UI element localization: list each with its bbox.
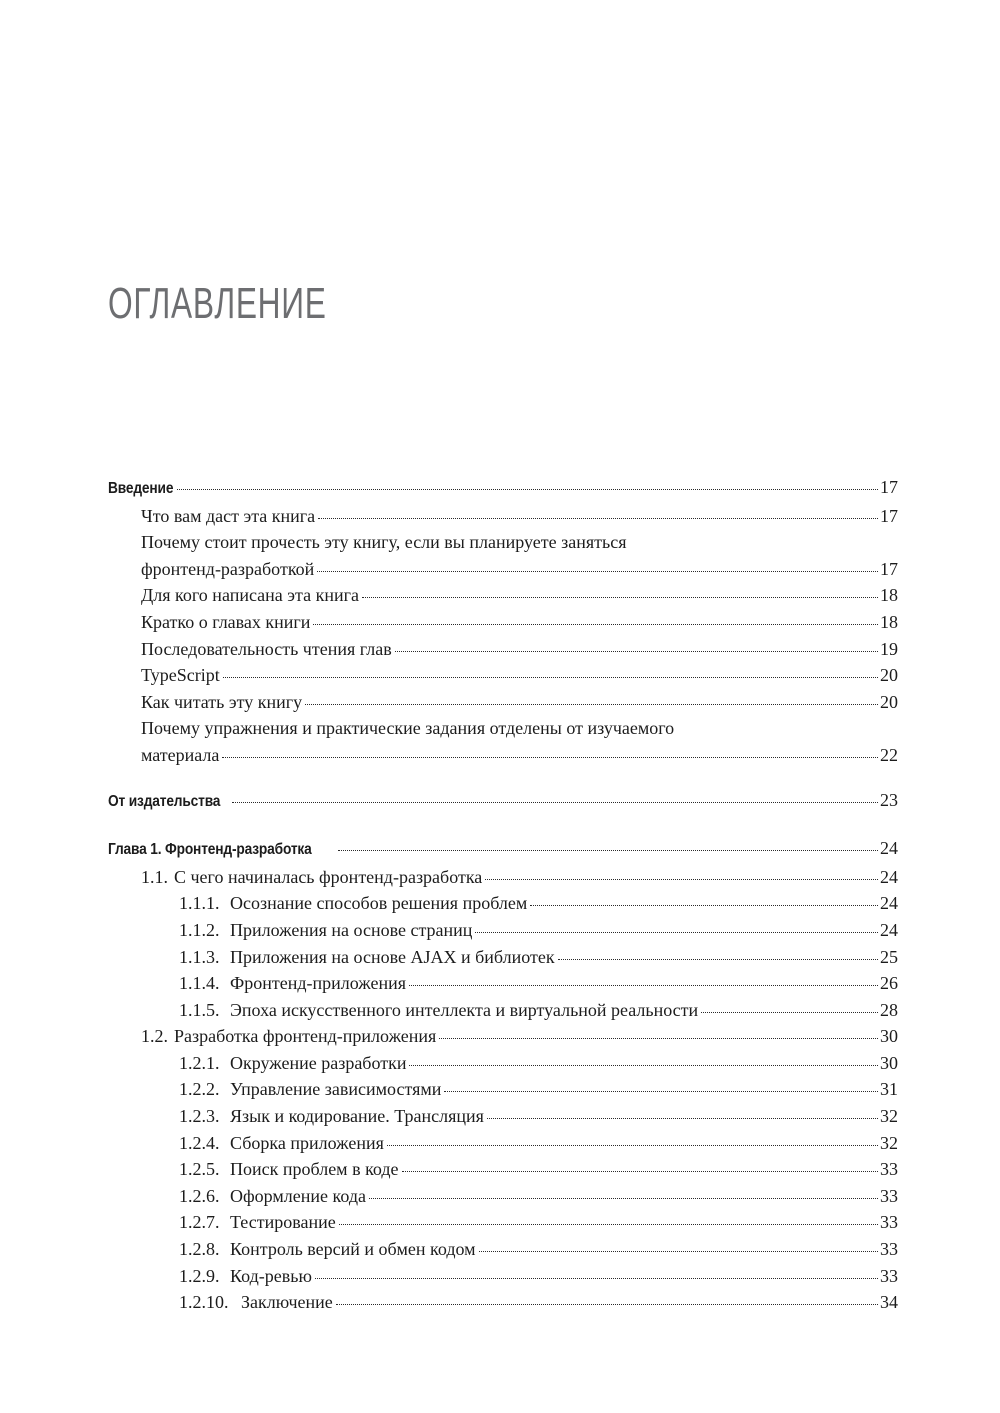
- toc-section-number: 1.2.10.: [179, 1292, 229, 1313]
- toc-entry-label: Сборка приложения: [230, 1132, 384, 1153]
- toc-entry-label: Тестирование: [230, 1212, 336, 1233]
- toc-page-number: 20: [880, 691, 898, 712]
- toc-section-number: 1.2.2.: [179, 1079, 220, 1100]
- toc-page-number: 23: [880, 789, 898, 810]
- toc-entry-label: Последовательность чтения глав: [141, 638, 392, 659]
- toc-entry-label: Приложения на основе страниц: [230, 919, 473, 940]
- toc-page-number: 25: [880, 946, 898, 967]
- dot-leader: [232, 802, 878, 803]
- toc-entry-label-continued: материала: [141, 744, 220, 765]
- toc-entry[interactable]: [108, 715, 898, 768]
- toc-page-number: 20: [880, 665, 898, 686]
- toc-section-number: 1.2.8.: [179, 1239, 220, 1260]
- toc-page-number: 18: [880, 611, 898, 632]
- dot-leader: [701, 1012, 878, 1013]
- toc-page-number: 33: [880, 1265, 898, 1286]
- toc-entry-label: Приложения на основе AJAX и библиотек: [230, 946, 555, 967]
- toc-entry-label: Эпоха искусственного интеллекта и виртуальной реальности: [230, 999, 699, 1020]
- dot-leader: [222, 757, 878, 758]
- toc-section-number: 1.1.1.: [179, 893, 220, 914]
- toc-section-number: 1.1.2.: [179, 919, 220, 940]
- toc-page-number: 30: [880, 1052, 898, 1073]
- toc-section-number: 1.2.: [141, 1026, 168, 1047]
- toc-subsection[interactable]: [108, 1076, 898, 1103]
- toc-entry-label: Оформление кода: [230, 1185, 366, 1206]
- toc-entry-label: Осознание способов решения проблем: [230, 893, 528, 914]
- toc-entry-label: Разработка фронтенд-приложения: [174, 1026, 437, 1047]
- toc-section-label: Введение: [108, 480, 174, 497]
- toc-subsection[interactable]: [108, 1209, 898, 1236]
- toc-entry-label: TypeScript: [141, 665, 220, 686]
- toc-section-number: 1.1.: [141, 866, 168, 887]
- toc-section-1-2[interactable]: [108, 1023, 898, 1050]
- toc-entry[interactable]: [108, 662, 898, 689]
- toc-section-publisher[interactable]: [108, 787, 898, 816]
- toc-section-number: 1.2.7.: [179, 1212, 220, 1233]
- toc-section-intro[interactable]: [108, 474, 898, 503]
- toc-entry-label: Кратко о главах книги: [141, 611, 311, 632]
- toc-page-number: 17: [880, 558, 898, 579]
- toc-subsection[interactable]: [108, 1130, 898, 1157]
- toc-subsection[interactable]: [108, 970, 898, 997]
- toc-page-number: 19: [880, 638, 898, 659]
- toc-entry-label: Заключение: [241, 1292, 333, 1313]
- dot-leader: [409, 1065, 878, 1066]
- dot-leader: [387, 1145, 878, 1146]
- dot-leader: [402, 1171, 878, 1172]
- toc-entry-label-continued: фронтенд-разработкой: [141, 558, 315, 579]
- toc-entry[interactable]: [108, 609, 898, 636]
- dot-leader: [362, 597, 878, 598]
- toc-entry-label: Для кого написана эта книга: [141, 585, 359, 606]
- toc-section-number: 1.2.6.: [179, 1185, 220, 1206]
- toc-entry[interactable]: [108, 689, 898, 716]
- toc-entry-label: Что вам даст эта книга: [141, 505, 316, 526]
- dot-leader: [338, 850, 878, 851]
- toc-page-number: 34: [880, 1292, 898, 1313]
- toc-section-number: 1.2.4.: [179, 1132, 220, 1153]
- toc-entry[interactable]: [108, 503, 898, 530]
- toc-page-number: 17: [880, 477, 898, 497]
- toc-entry-label: Фронтенд-приложения: [230, 973, 407, 994]
- toc-subsection[interactable]: [108, 1289, 898, 1316]
- dot-leader: [485, 879, 878, 880]
- toc-section-number: 1.2.1.: [179, 1052, 220, 1073]
- toc-subsection[interactable]: [108, 1103, 898, 1130]
- dot-leader: [313, 624, 878, 625]
- toc-entry[interactable]: [108, 529, 898, 582]
- toc-subsection[interactable]: [108, 1050, 898, 1077]
- toc-entry[interactable]: [108, 582, 898, 609]
- dot-leader: [305, 704, 878, 705]
- dot-leader: [177, 489, 878, 490]
- toc-entry-label: Контроль версий и обмен кодом: [230, 1239, 476, 1260]
- dot-leader: [369, 1198, 878, 1199]
- dot-leader: [558, 959, 878, 960]
- dot-leader: [479, 1251, 878, 1252]
- toc-chapter-label: Глава 1. Фронтенд-разработка: [108, 841, 312, 859]
- toc-chapter-1[interactable]: [108, 835, 898, 864]
- toc-page-number: 33: [880, 1185, 898, 1206]
- toc-entry[interactable]: [108, 636, 898, 663]
- dot-leader: [487, 1118, 878, 1119]
- toc-section-number: 1.1.3.: [179, 946, 220, 967]
- dot-leader: [315, 1278, 878, 1279]
- toc-entry-label: Почему упражнения и практические задания отделены от изучаемого: [141, 718, 675, 739]
- toc-section-number: 1.2.5.: [179, 1159, 220, 1180]
- toc-page-number: 22: [880, 744, 898, 765]
- toc-page-number: 24: [880, 893, 898, 914]
- toc-entry-label: Язык и кодирование. Трансляция: [230, 1106, 484, 1127]
- toc-page-number: 32: [880, 1106, 898, 1127]
- toc-entry-label: Управление зависимостями: [230, 1079, 442, 1100]
- toc-page-number: 17: [880, 505, 898, 526]
- toc-entry-label: Код-ревью: [230, 1265, 312, 1286]
- toc-page-number: 32: [880, 1132, 898, 1153]
- dot-leader: [395, 651, 878, 652]
- toc-section-number: 1.2.9.: [179, 1265, 220, 1286]
- toc-section-1-1[interactable]: [108, 864, 898, 891]
- toc-page-number: 24: [880, 838, 898, 859]
- dot-leader: [336, 1304, 878, 1305]
- toc-page-number: 26: [880, 973, 898, 994]
- dot-leader: [339, 1224, 878, 1225]
- toc-page-number: 24: [880, 866, 898, 887]
- dot-leader: [223, 677, 878, 678]
- toc-section-number: 1.2.3.: [179, 1106, 220, 1127]
- dot-leader: [475, 932, 878, 933]
- toc-page-number: 31: [880, 1079, 898, 1100]
- page-title: ОГЛАВЛЕНИЕ: [108, 279, 327, 328]
- toc-entry-label: Поиск проблем в коде: [230, 1159, 399, 1180]
- toc-page-number: 30: [880, 1026, 898, 1047]
- toc-page-number: 24: [880, 919, 898, 940]
- toc-section-number: 1.1.4.: [179, 973, 220, 994]
- toc-page-number: 33: [880, 1212, 898, 1233]
- toc-subsection[interactable]: [108, 890, 898, 917]
- toc-page-number: 33: [880, 1239, 898, 1260]
- toc-section-label: От издательства: [108, 792, 221, 810]
- toc-entry-label: Окружение разработки: [230, 1052, 407, 1073]
- dot-leader: [530, 905, 878, 906]
- dot-leader: [409, 985, 878, 986]
- toc-page-number: 33: [880, 1159, 898, 1180]
- dot-leader: [439, 1038, 878, 1039]
- table-of-contents: [108, 474, 898, 1316]
- toc-entry-label: Почему стоит прочесть эту книгу, если вы планируете заняться: [141, 532, 627, 553]
- toc-entry-label: Как читать эту книгу: [141, 691, 303, 712]
- toc-subsection[interactable]: [108, 997, 898, 1024]
- dot-leader: [317, 571, 878, 572]
- toc-subsection[interactable]: [108, 1263, 898, 1290]
- toc-subsection[interactable]: [108, 917, 898, 944]
- toc-subsection[interactable]: [108, 1156, 898, 1183]
- dot-leader: [444, 1091, 878, 1092]
- dot-leader: [318, 518, 878, 519]
- toc-subsection[interactable]: [108, 944, 898, 971]
- toc-page-number: 28: [880, 999, 898, 1020]
- toc-page-number: 18: [880, 585, 898, 606]
- toc-section-number: 1.1.5.: [179, 999, 220, 1020]
- toc-entry-label: С чего начиналась фронтенд-разработка: [174, 866, 483, 887]
- toc-subsection[interactable]: [108, 1183, 898, 1210]
- toc-subsection[interactable]: [108, 1236, 898, 1263]
